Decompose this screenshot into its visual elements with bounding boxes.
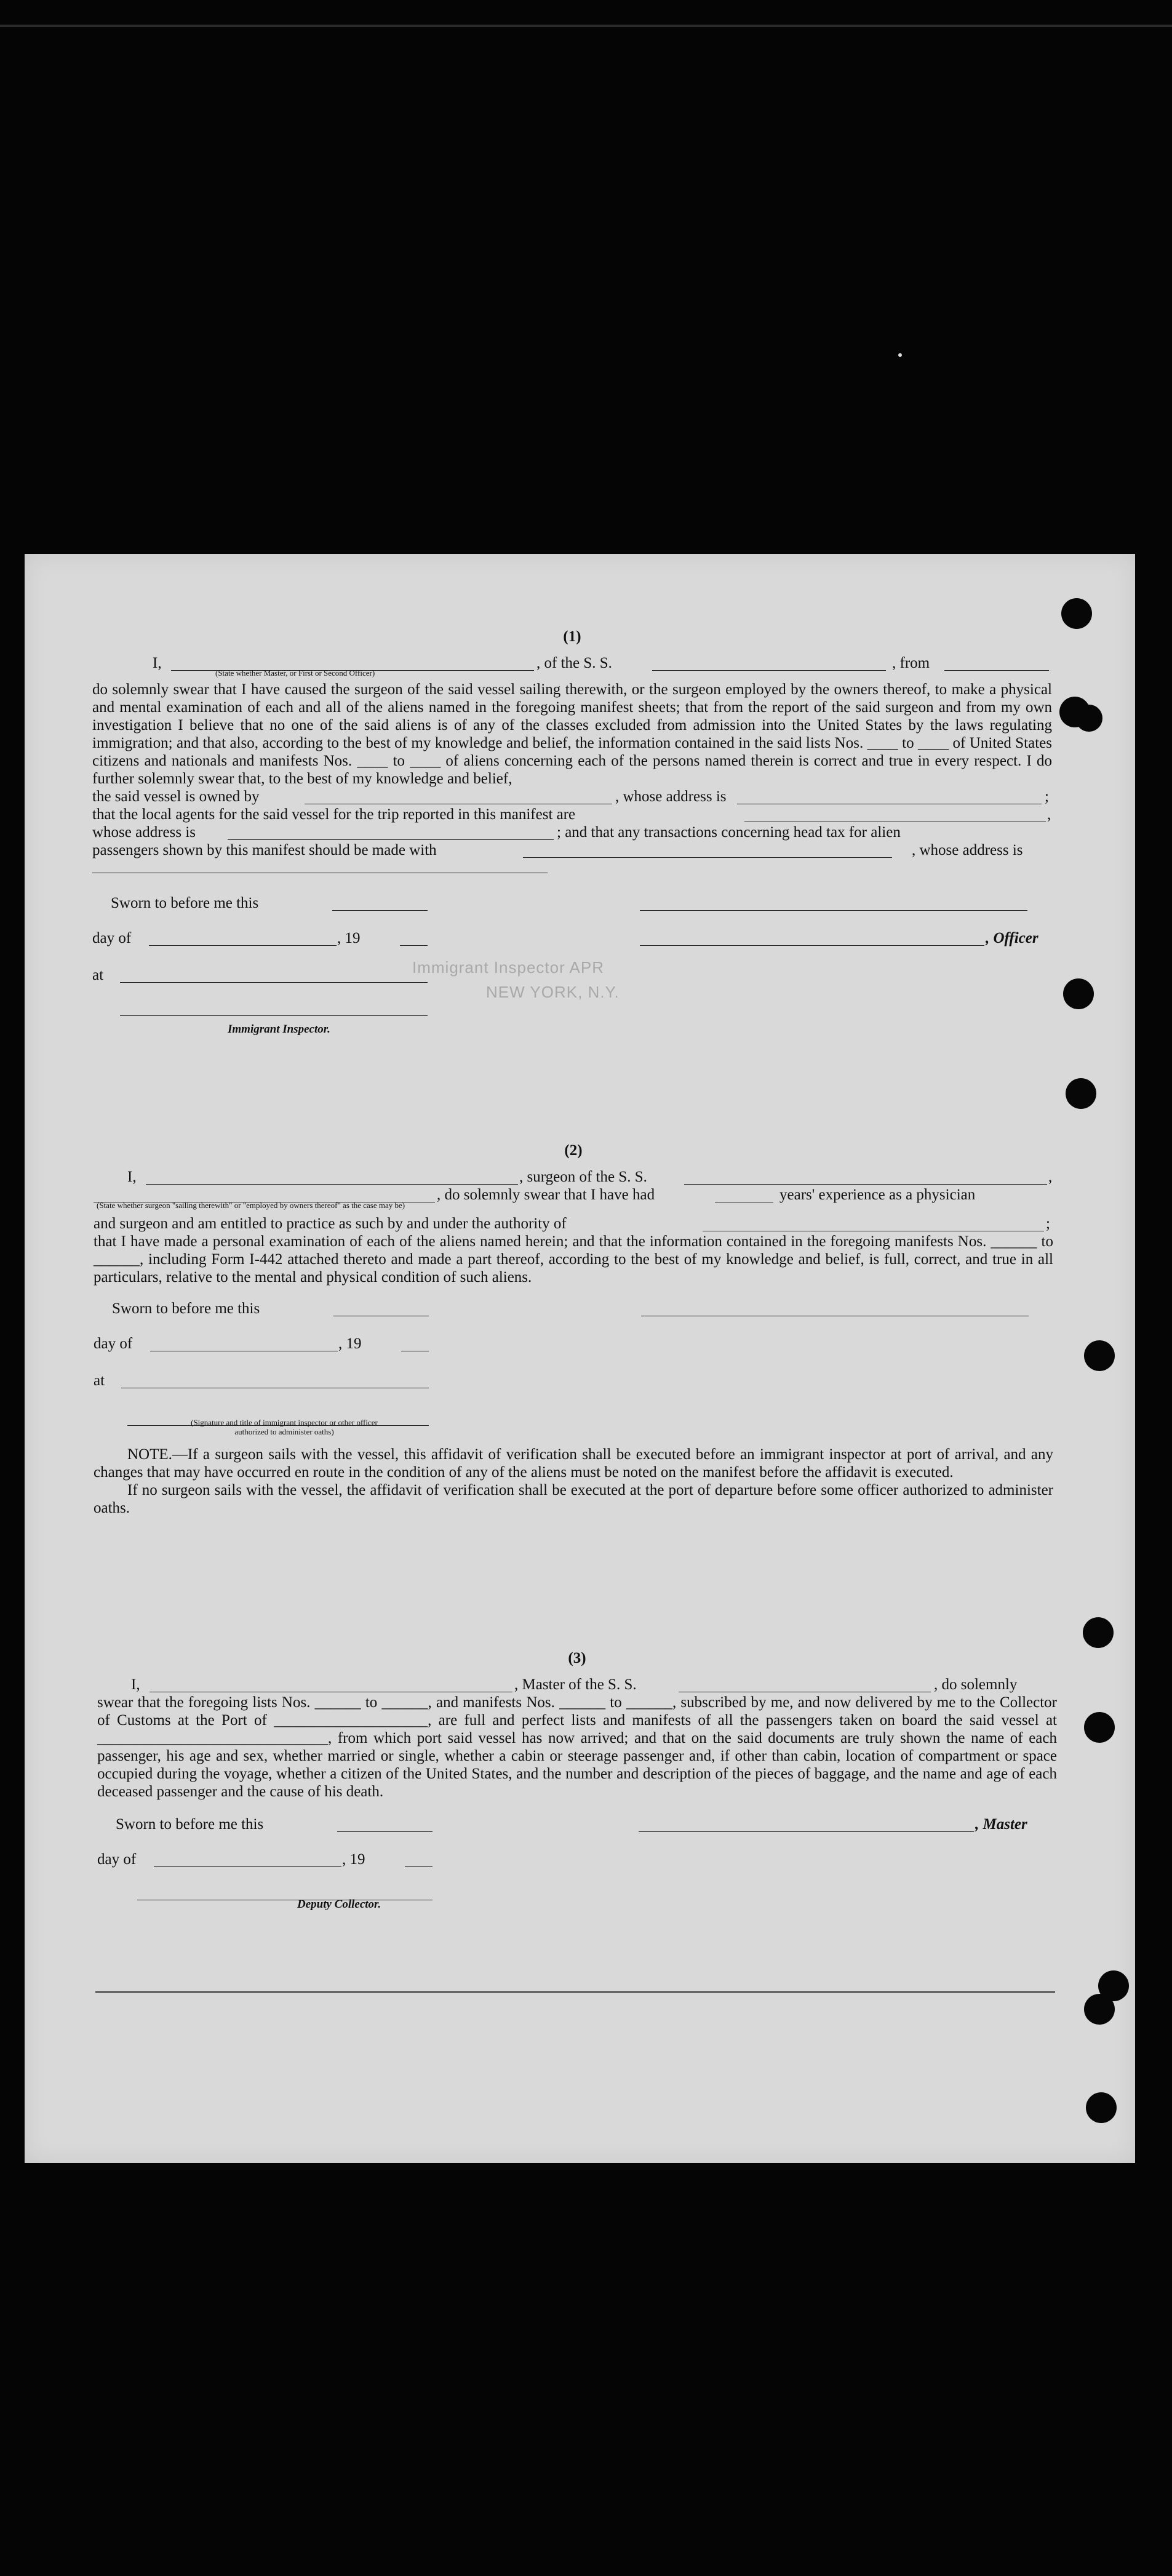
inspector-caption: Immigrant Inspector. bbox=[228, 1023, 330, 1036]
section-2 bbox=[94, 1142, 1053, 1517]
bottom-rule bbox=[95, 1991, 1055, 1993]
master-label: , Master bbox=[975, 1816, 1027, 1833]
day-of-blank bbox=[150, 1337, 338, 1351]
year-label: , 19 bbox=[338, 1335, 362, 1352]
sworn-label: Sworn to before me this bbox=[112, 1300, 260, 1317]
manifest-affidavit-page bbox=[25, 554, 1135, 2163]
day-of-label: day of bbox=[94, 1335, 133, 1352]
day-of-blank bbox=[149, 932, 337, 946]
section-3-signatures bbox=[97, 1815, 1057, 1920]
section-1 bbox=[92, 628, 1052, 1036]
year-blank bbox=[405, 1853, 433, 1867]
master-name-blank bbox=[149, 1678, 512, 1692]
i-label: I, bbox=[127, 1169, 137, 1185]
local-agents-blank bbox=[744, 808, 1046, 822]
day-of-label: day of bbox=[92, 930, 132, 946]
note-label: NOTE. bbox=[127, 1446, 172, 1463]
note-paragraph-2: If no surgeon sails with the vessel, the affidavit of verification shall be executed at the port of departure before some officer authorized to administer oaths. bbox=[94, 1482, 1053, 1516]
section-2-body: that I have made a personal examination of each of the aliens named herein; and that the information contained in the foregoing manifests Nos. ______ to ______, including Form I-442 attached thereto and made a part thereof, according to the best of my knowledge and belief, is full, correct, and true in all particulars, relative to the mental and physical condition of such aliens. bbox=[94, 1233, 1053, 1286]
day-of-label: day of bbox=[97, 1851, 137, 1868]
sworn-date-blank bbox=[333, 1302, 429, 1316]
owner-blank bbox=[305, 790, 612, 804]
swear-label: , do solemnly bbox=[934, 1676, 1018, 1693]
head-tax-address-blank bbox=[92, 859, 548, 873]
owner-address-blank bbox=[737, 790, 1042, 804]
note-text-1: —If a surgeon sails with the vessel, this affidavit of verification shall be executed before an immigrant inspector at port of arrival, and any changes that may have occurred en route in the condition of any of the aliens must be noted on the manifest before the affidavit is executed. bbox=[94, 1446, 1053, 1481]
vessel-name-blank bbox=[652, 657, 886, 671]
section-3-body: swear that the foregoing lists Nos. ______ to ______, and manifests Nos. ______ to ______, subscribed by me, and now delivered by me to the Collector of Customs at the Port of ____________________, are full and perfect lists and manifests of all the passengers taken on board the said vessel at ______________________________, from which port said vessel has now arrived; and that on the said documents are truly shown the name of each passenger, his age and sex, whether married or single, whether a cabin or steerage passenger and, if other than cabin, location of compartment or space occupied during the voyage, whether a citizen of the United States, and the number and description of the pieces of baggage, and the name and age of each deceased passenger and the cause of his death. bbox=[97, 1694, 1057, 1800]
head-tax-label: ; and that any transactions concerning head tax for alien bbox=[557, 824, 901, 841]
officer-title-line bbox=[640, 932, 984, 946]
inspector-stamp-line1: Immigrant Inspector APR bbox=[412, 958, 604, 977]
passengers-line bbox=[92, 841, 1052, 859]
at-label: at bbox=[94, 1372, 105, 1389]
authority-label: and surgeon and am entitled to practice as such by and under the authority of bbox=[94, 1215, 567, 1232]
officer-caption: (State whether Master, or First or Second Officer) bbox=[215, 668, 375, 678]
section-2-number: (2) bbox=[564, 1142, 583, 1159]
i-label: I, bbox=[153, 655, 162, 671]
deputy-caption: Deputy Collector. bbox=[297, 1898, 381, 1911]
owner-address-label: , whose address is bbox=[615, 788, 727, 805]
owned-by-label: the said vessel is owned by bbox=[92, 788, 260, 805]
agents-address-line bbox=[92, 823, 1052, 841]
deputy-signature-line bbox=[137, 1886, 433, 1900]
section-1-body: do solemnly swear that I have caused the surgeon of the said vessel sailing therewith, or the surgeon employed by the owners thereof, to make a physical and mental examination of each and all of the aliens named in the foregoing manifest sheets; that from the report of the said surgeon and from my own investigation I believe that no one of the said aliens is of any of the classes excluded from admission into the United States by the laws regulating immigration; and that also, according to the best of my knowledge and belief, the information contained in the said lists Nos. ____ to ____ of United States citizens and nationals and manifests Nos. ____ to ____ of aliens concerning each of the persons named therein is correct and true in every respect. I do further solemnly swear that, to the best of my knowledge and belief, bbox=[92, 681, 1052, 787]
sworn-label: Sworn to before me this bbox=[111, 895, 259, 911]
vessel-name-blank bbox=[684, 1170, 1047, 1185]
at-blank bbox=[120, 969, 428, 983]
punch-hole bbox=[1086, 2092, 1117, 2123]
punch-hole bbox=[1084, 1712, 1115, 1743]
section-1-signatures bbox=[92, 894, 1052, 1036]
year-label: , 19 bbox=[337, 930, 361, 946]
punch-hole bbox=[1075, 705, 1102, 732]
year-label: , 19 bbox=[342, 1851, 365, 1868]
year-blank bbox=[400, 932, 428, 946]
section-1-number: (1) bbox=[563, 628, 581, 645]
at-blank bbox=[121, 1374, 429, 1388]
passengers-label: passengers shown by this manifest should be made with bbox=[92, 842, 437, 858]
section-2-signatures bbox=[94, 1300, 1053, 1438]
head-tax-agent-blank bbox=[523, 844, 892, 858]
local-agents-line: that the local agents for the said vessel for the trip reported in this manifest are , bbox=[92, 806, 1051, 823]
section-3 bbox=[97, 1649, 1057, 1920]
head-tax-address-label: , whose address is bbox=[912, 842, 1023, 858]
punch-hole bbox=[1061, 598, 1092, 629]
year-blank bbox=[401, 1337, 429, 1351]
master-of-ss-label: , Master of the S. S. bbox=[514, 1676, 637, 1693]
from-label: , from bbox=[892, 655, 930, 671]
surgeon-signature-line bbox=[641, 1302, 1029, 1316]
signature-line bbox=[640, 897, 1027, 911]
section-3-number: (3) bbox=[568, 1650, 586, 1666]
owned-by-line: the said vessel is owned by , whose address is ; bbox=[92, 788, 1049, 805]
inspector-signature-line bbox=[120, 1002, 428, 1016]
authority-blank bbox=[703, 1217, 1044, 1231]
day-of-blank bbox=[154, 1853, 341, 1867]
years-label: years' experience as a physician bbox=[779, 1186, 976, 1203]
inspector-stamp-line2: NEW YORK, N.Y. bbox=[486, 983, 620, 1001]
punch-hole bbox=[1084, 1994, 1115, 2025]
i-label: I, bbox=[131, 1676, 140, 1693]
local-agents-label: that the local agents for the said vessel for the trip reported in this manifest are bbox=[92, 806, 576, 823]
master-signature-line bbox=[639, 1818, 974, 1832]
scan-speck bbox=[898, 353, 902, 357]
vessel-name-blank bbox=[679, 1678, 931, 1692]
section-2-line-3: and surgeon and am entitled to practice as such by and under the authority of ; bbox=[94, 1215, 1050, 1232]
scan-top-border bbox=[0, 25, 1172, 27]
of-ss-label: , of the S. S. bbox=[536, 655, 612, 671]
at-label: at bbox=[92, 967, 104, 983]
section-2-line-1: I, , surgeon of the S. S. , bbox=[127, 1169, 1053, 1185]
officer-label: , Officer bbox=[986, 930, 1038, 946]
administrator-caption: (Signature and title of immigrant inspector or other officer authorized to administer oaths) bbox=[191, 1418, 378, 1436]
note-paragraph-1 bbox=[94, 1446, 1053, 1481]
agents-address-label: whose address is bbox=[92, 824, 196, 841]
sworn-date-blank bbox=[337, 1818, 433, 1832]
sworn-date-blank bbox=[332, 897, 428, 911]
surgeon-name-blank bbox=[146, 1170, 518, 1185]
punch-hole bbox=[1084, 1340, 1115, 1371]
surgeon-of-ss-label: , surgeon of the S. S. bbox=[519, 1169, 647, 1185]
punch-hole bbox=[1063, 978, 1094, 1009]
sworn-label: Sworn to before me this bbox=[116, 1816, 264, 1833]
section-3-line-1 bbox=[97, 1676, 1057, 1694]
surgeon-caption: (State whether surgeon "sailing therewith" or "employed by owners thereof" as the case may be) bbox=[97, 1201, 405, 1210]
swear-label: , do solemnly swear that I have had bbox=[437, 1186, 655, 1203]
punch-hole bbox=[1083, 1617, 1114, 1648]
years-blank bbox=[715, 1188, 773, 1202]
punch-hole bbox=[1066, 1078, 1096, 1109]
from-port-blank bbox=[944, 657, 1049, 671]
agents-address-blank bbox=[228, 826, 554, 840]
